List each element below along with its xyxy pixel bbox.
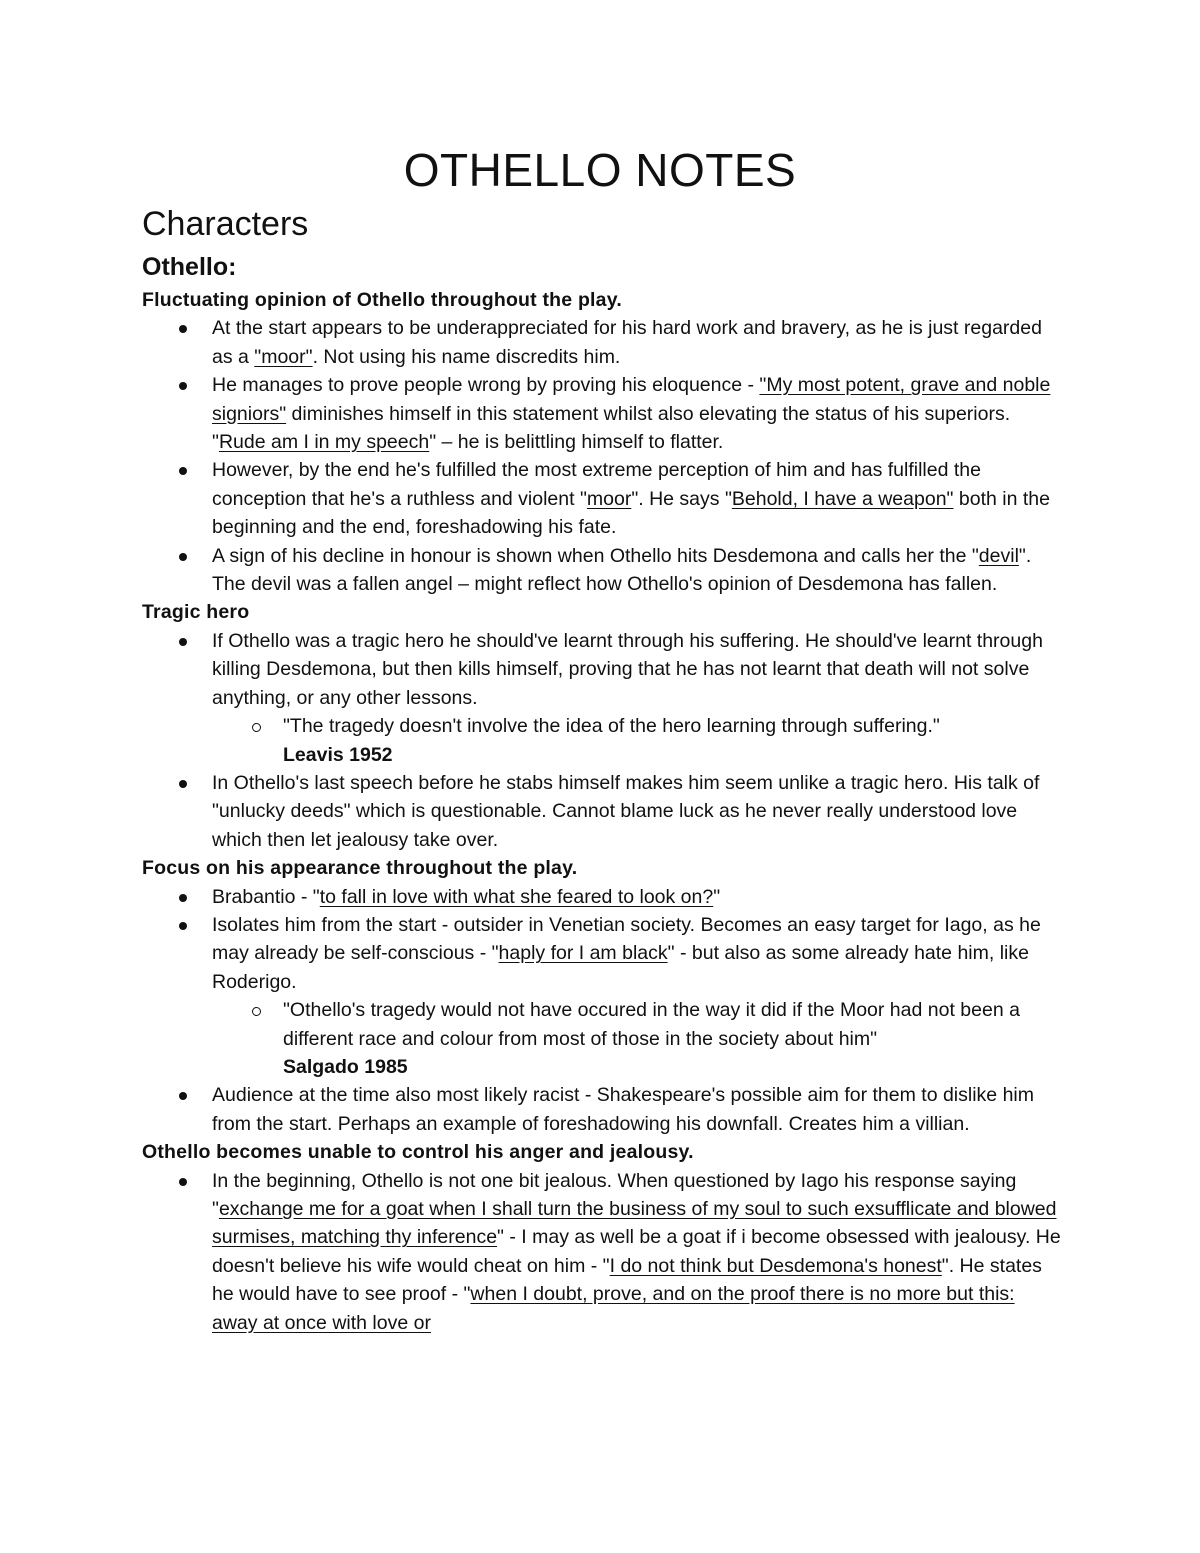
- bullet-item: [142, 627, 1062, 769]
- sub-bullet-item: [212, 712, 1062, 769]
- quote-underlined: I do not think but Desdemona's honest: [609, 1254, 942, 1277]
- quote-underlined: when I doubt, prove, and on the proof there is no more but this: away at once with love or: [212, 1283, 1015, 1334]
- bullet-text: ". The devil was a fallen angel – might reflect how Othello's opinion of Desdemona has fallen.: [212, 544, 1032, 596]
- bullet-list: [142, 627, 1062, 854]
- bullet-item: [142, 314, 1062, 371]
- bullet-item: [142, 769, 1062, 854]
- quote-underlined: Behold, I have a weapon": [731, 487, 954, 510]
- critic-quote: "Othello's tragedy would not have occured in the way it did if the Moor had not been a different race and colour from most of those in the society about him": [283, 999, 1020, 1050]
- bullet-list: [142, 883, 1062, 1139]
- quote-underlined: "My most potent, grave and noble signiors": [212, 374, 1051, 425]
- bullet-text: diminishes himself in this statement whilst also elevating the status of his superiors. ": [212, 402, 1011, 454]
- bullet-text: However, by the end he's fulfilled the most extreme perception of him and has fulfilled the conception that he's a ruthless and violent ": [212, 459, 981, 510]
- sub-bullet-list: [212, 996, 1062, 1081]
- quote-underlined: to fall in love with what she feared to look on?: [319, 885, 714, 908]
- critic-citation: Leavis 1952: [283, 743, 393, 766]
- bullet-text: both in the beginning and the end, foreshadowing his fate.: [212, 487, 1050, 539]
- critic-citation: Salgado 1985: [283, 1055, 408, 1078]
- quote-underlined: moor: [586, 487, 632, 510]
- bullet-text: ": [713, 885, 721, 908]
- bullet-text: " - I may as well be a goat if i become obsessed with jealousy. He doesn't believe his wife would cheat on him - ": [212, 1226, 1061, 1277]
- bullet-text: ". He states he would have to see proof - ": [212, 1254, 1042, 1306]
- quote-underlined: Rude am I in my speech: [218, 431, 430, 454]
- document-body: [142, 286, 1062, 1337]
- bullet-text: He manages to prove people wrong by proving his eloquence -: [212, 374, 760, 397]
- subsection-title: Othello becomes unable to control his anger and jealousy.: [142, 1141, 694, 1164]
- bullet-item: [142, 911, 1062, 1081]
- bullet-item: [142, 1081, 1062, 1138]
- sub-bullet-item: [212, 996, 1062, 1081]
- quote-underlined: exchange me for a goat when I shall turn the business of my soul to such exsufflicate and blowed surmises, matching thy inference: [212, 1198, 1057, 1249]
- bullet-text: ". He says ": [631, 487, 732, 510]
- bullet-text: Isolates him from the start - outsider in Venetian society. Becomes an easy target for Iago, as he may already be self-conscious - ": [212, 913, 1041, 965]
- bullet-text: " - but also as some already hate him, like Roderigo.: [212, 942, 1029, 993]
- bullet-text: Audience at the time also most likely racist - Shakespeare's possible aim for them to dislike him from the start. Perhaps an example of foreshadowing his downfall. Creates him a villian.: [212, 1084, 1034, 1135]
- subheading-othello: Othello:: [142, 253, 237, 281]
- document-title: OTHELLO NOTES: [403, 144, 797, 196]
- subsection-title: Tragic hero: [142, 601, 250, 624]
- bullet-list: [142, 1167, 1062, 1337]
- bullet-item: [142, 542, 1062, 599]
- quote-underlined: "moor": [254, 345, 313, 368]
- bullet-text: If Othello was a tragic hero he should've learnt through his suffering. He should've learnt through killing Desdemona, but then kills himself, proving that he has not learnt that death will not solve anything, or any other lessons.: [212, 629, 1043, 709]
- section-heading-characters: Characters: [142, 205, 309, 243]
- bullet-list: [142, 314, 1062, 598]
- bullet-item: [142, 1167, 1062, 1337]
- bullet-item: [142, 456, 1062, 541]
- bullet-text: In the beginning, Othello is not one bit jealous. When questioned by Iago his response saying ": [212, 1169, 1017, 1220]
- sub-bullet-list: [212, 712, 1062, 769]
- quote-underlined: devil: [978, 544, 1019, 567]
- bullet-item: [142, 883, 1062, 911]
- bullet-text: In Othello's last speech before he stabs himself makes him seem unlike a tragic hero. His talk of "unlucky deeds" which is questionable. Cannot blame luck as he never really understood love which then let jealousy take over.: [212, 771, 1040, 851]
- critic-quote: "The tragedy doesn't involve the idea of the hero learning through suffering.": [283, 715, 940, 738]
- quote-underlined: haply for I am black: [498, 942, 668, 965]
- bullet-text: " – he is belittling himself to flatter.: [429, 431, 724, 454]
- bullet-text: Brabantio - ": [212, 885, 320, 908]
- bullet-text: At the start appears to be underappreciated for his hard work and bravery, as he is just regarded as a: [212, 317, 1042, 368]
- subsection-title: Fluctuating opinion of Othello throughout the play.: [142, 289, 622, 311]
- bullet-text: A sign of his decline in honour is shown when Othello hits Desdemona and calls her the ": [212, 544, 979, 567]
- subsection-title: Focus on his appearance throughout the play.: [142, 857, 578, 880]
- bullet-item: [142, 371, 1062, 456]
- bullet-text: . Not using his name discredits him.: [312, 345, 621, 368]
